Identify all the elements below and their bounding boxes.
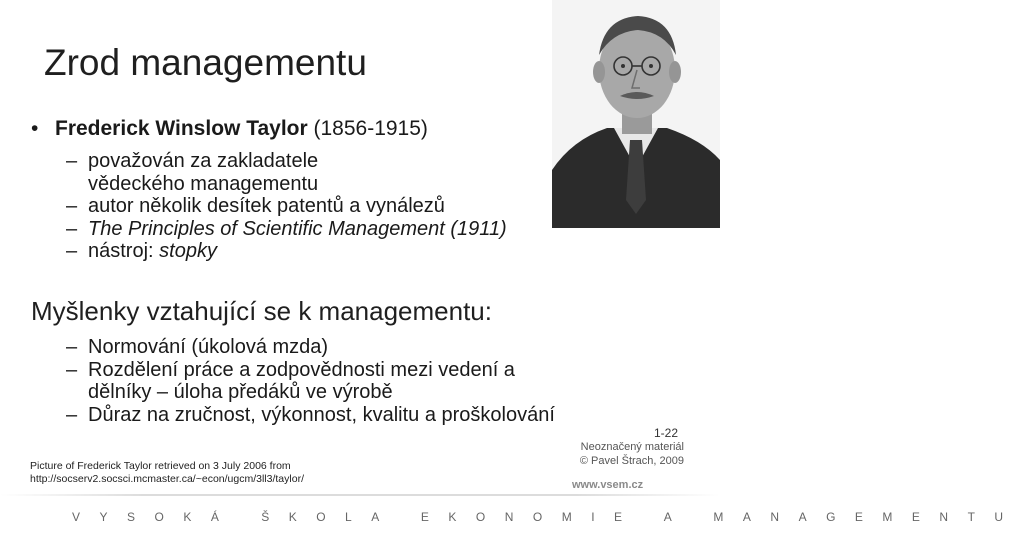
- bullet-dot: •: [31, 117, 39, 140]
- list-item: – Normování (úkolová mzda): [66, 336, 329, 358]
- photo-caption: Picture of Frederick Taylor retrieved on 3 July 2006 from http://socserv2.socsci.mcmaster.ca/~econ/ugcm/3ll3/taylor/: [30, 460, 304, 485]
- taylor-sublist: [66, 150, 507, 263]
- list-item-continuation: dělníky – úloha předáků ve výrobě: [88, 381, 393, 403]
- section-heading: Myšlenky vztahující se k managementu:: [31, 296, 492, 326]
- website-link[interactable]: www.vsem.cz: [572, 479, 644, 491]
- list-item: – autor několik desítek patentů a vynálezů: [66, 195, 445, 217]
- slide-title: Zrod managementu: [44, 42, 367, 83]
- list-item-continuation: vědeckého managementu: [88, 172, 319, 195]
- ideas-sublist: [66, 336, 555, 426]
- footer-divider: [0, 494, 720, 496]
- slide-number: 1-22: [654, 426, 679, 440]
- attribution: Neoznačený materiál © Pavel Štrach, 2009: [579, 441, 684, 467]
- list-item: – považován za zakladatele: [66, 150, 319, 172]
- list-item: – Důraz na zručnost, výkonnost, kvalitu a proškolování: [66, 403, 555, 426]
- bullet-taylor: [31, 117, 428, 141]
- list-item: – nástroj: stopky: [66, 240, 217, 262]
- taylor-portrait: [552, 0, 720, 228]
- list-item: – Rozdělení práce a zodpovědnosti mezi vedení a: [66, 358, 515, 381]
- taylor-years: (1856-1915): [313, 117, 428, 140]
- source-link[interactable]: http://socserv2.socsci.mcmaster.ca/~econ/ugcm/3ll3/taylor/: [30, 473, 304, 485]
- taylor-name: Frederick Winslow Taylor: [55, 117, 308, 140]
- footer-school-name: VYSOKÁ ŠKOLA EKONOMIE A MANAGEMENTU: [72, 510, 1023, 524]
- list-item: – The Principles of Scientific Management (1911): [66, 217, 507, 240]
